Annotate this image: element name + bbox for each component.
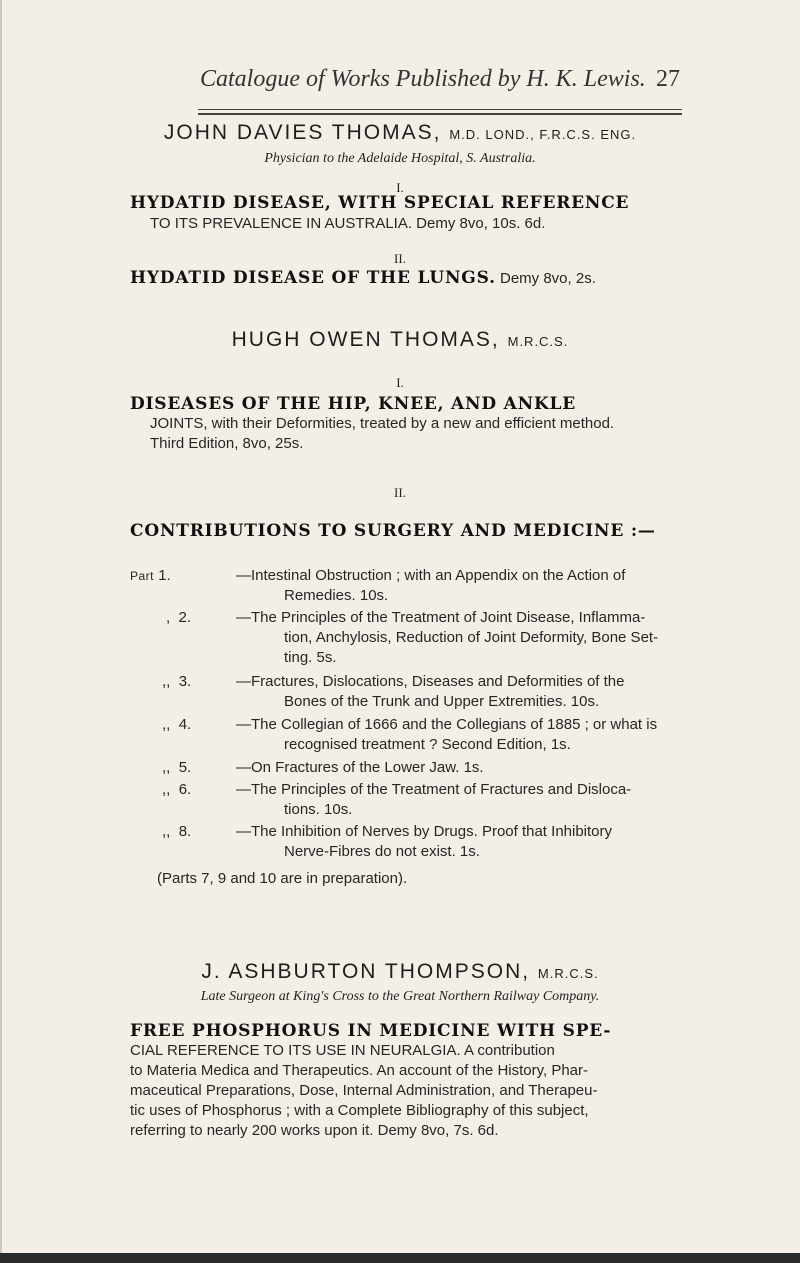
- header-rule-thick: [198, 113, 682, 115]
- part-entry: [130, 822, 675, 862]
- text-line: to Materia Medica and Therapeutics. An account of the History, Phar-: [130, 1062, 589, 1079]
- preparation-note: (Parts 7, 9 and 10 are in preparation).: [157, 870, 408, 887]
- work-numeral: I.: [396, 180, 404, 195]
- text-line: tion, Anchylosis, Reduction of Joint Deformity, Bone Set-: [284, 629, 659, 646]
- part-entry: [130, 608, 675, 668]
- text-line: —The Principles of the Treatment of Joint Disease, Inflamma-: [236, 609, 646, 626]
- author-name: J. ASHBURTON THOMPSON,: [201, 960, 531, 983]
- running-title: Catalogue of Works Published by H. K. Lewis.: [200, 66, 646, 92]
- author-name: JOHN DAVIES THOMAS,: [163, 121, 442, 144]
- text-line: —Intestinal Obstruction ; with an Appendix on the Action of: [236, 567, 626, 584]
- part-text: [236, 822, 675, 862]
- part-label: , 2.: [166, 609, 192, 626]
- text-line: JOINTS, with their Deformities, treated by a new and efficient method.: [150, 415, 615, 432]
- work-title: CONTRIBUTIONS TO SURGERY AND MEDICINE :—: [130, 521, 656, 541]
- text-line: —On Fractures of the Lower Jaw. 1s.: [236, 759, 484, 776]
- text-line: CIAL REFERENCE TO ITS USE IN NEURALGIA. A contribution: [130, 1042, 555, 1059]
- header-rule-thin: [198, 109, 682, 110]
- text-line: maceutical Preparations, Dose, Internal Administration, and Therapeu-: [130, 1082, 598, 1099]
- part-label: Part 1.: [130, 567, 171, 584]
- text-line: —The Inhibition of Nerves by Drugs. Proof that Inhibitory: [236, 823, 613, 840]
- work-numeral: II.: [394, 485, 406, 500]
- work-description: [130, 1041, 675, 1141]
- text-line: Remedies. 10s.: [284, 587, 389, 604]
- part-text: [236, 608, 675, 668]
- text-line: Nerve-Fibres do not exist. 1s.: [284, 843, 480, 860]
- author-heading: [0, 121, 800, 145]
- author-name: HUGH OWEN THOMAS,: [231, 328, 500, 351]
- part-label: ,, 8.: [162, 823, 192, 840]
- author-position: Late Surgeon at King's Cross to the Great Northern Railway Company.: [200, 989, 600, 1004]
- author-heading: [0, 960, 800, 984]
- part-text: [236, 758, 675, 778]
- author-heading: [0, 328, 800, 352]
- text-line: tic uses of Phosphorus ; with a Complete Bibliography of this subject,: [130, 1102, 589, 1119]
- text-line: ting. 5s.: [284, 649, 337, 666]
- part-entry: [130, 780, 675, 820]
- part-label: ,, 6.: [162, 781, 192, 798]
- author-credentials: M.R.C.S.: [537, 966, 599, 981]
- work-entry: [130, 268, 675, 289]
- text-line: recognised treatment ? Second Edition, 1s.: [284, 736, 571, 753]
- text-line: Bones of the Trunk and Upper Extremities. 10s.: [284, 693, 600, 710]
- page-number: 27: [656, 66, 680, 92]
- author-credentials: M.R.C.S.: [507, 334, 569, 349]
- text-line: —Fractures, Dislocations, Diseases and Deformities of the: [236, 673, 625, 690]
- text-line: —The Principles of the Treatment of Fractures and Disloca-: [236, 781, 632, 798]
- work-title: DISEASES OF THE HIP, KNEE, AND ANKLE: [130, 394, 577, 414]
- work-numeral: II.: [394, 251, 406, 266]
- text-line: referring to nearly 200 works upon it. Demy 8vo, 7s. 6d.: [130, 1122, 499, 1139]
- work-numeral: I.: [396, 375, 404, 390]
- part-label: ,, 3.: [162, 673, 192, 690]
- part-text: [236, 566, 675, 606]
- author-position: Physician to the Adelaide Hospital, S. Australia.: [264, 151, 536, 166]
- part-entry: [130, 715, 675, 755]
- work-description: TO ITS PREVALENCE IN AUSTRALIA. Demy 8vo, 10s. 6d.: [150, 215, 546, 232]
- work-description: Demy 8vo, 2s.: [500, 270, 596, 287]
- part-entry: [130, 566, 675, 606]
- page-bottom-edge: [0, 1253, 800, 1263]
- text-line: tions. 10s.: [284, 801, 353, 818]
- part-text: [236, 715, 675, 755]
- work-title: FREE PHOSPHORUS IN MEDICINE WITH SPE-: [130, 1021, 612, 1041]
- work-title: HYDATID DISEASE OF THE LUNGS.: [130, 268, 496, 288]
- part-text: [236, 672, 675, 712]
- work-description: [150, 414, 695, 454]
- part-entry: [130, 758, 675, 778]
- running-head: [200, 66, 680, 93]
- part-label: ,, 4.: [162, 716, 192, 733]
- part-label: ,, 5.: [162, 759, 192, 776]
- text-line: Third Edition, 8vo, 25s.: [150, 435, 304, 452]
- author-credentials: M.D. LOND., F.R.C.S. ENG.: [449, 127, 637, 142]
- text-line: —The Collegian of 1666 and the Collegians of 1885 ; or what is: [236, 716, 658, 733]
- part-text: [236, 780, 675, 820]
- part-entry: [130, 672, 675, 712]
- work-title: HYDATID DISEASE, WITH SPECIAL REFERENCE: [130, 193, 630, 213]
